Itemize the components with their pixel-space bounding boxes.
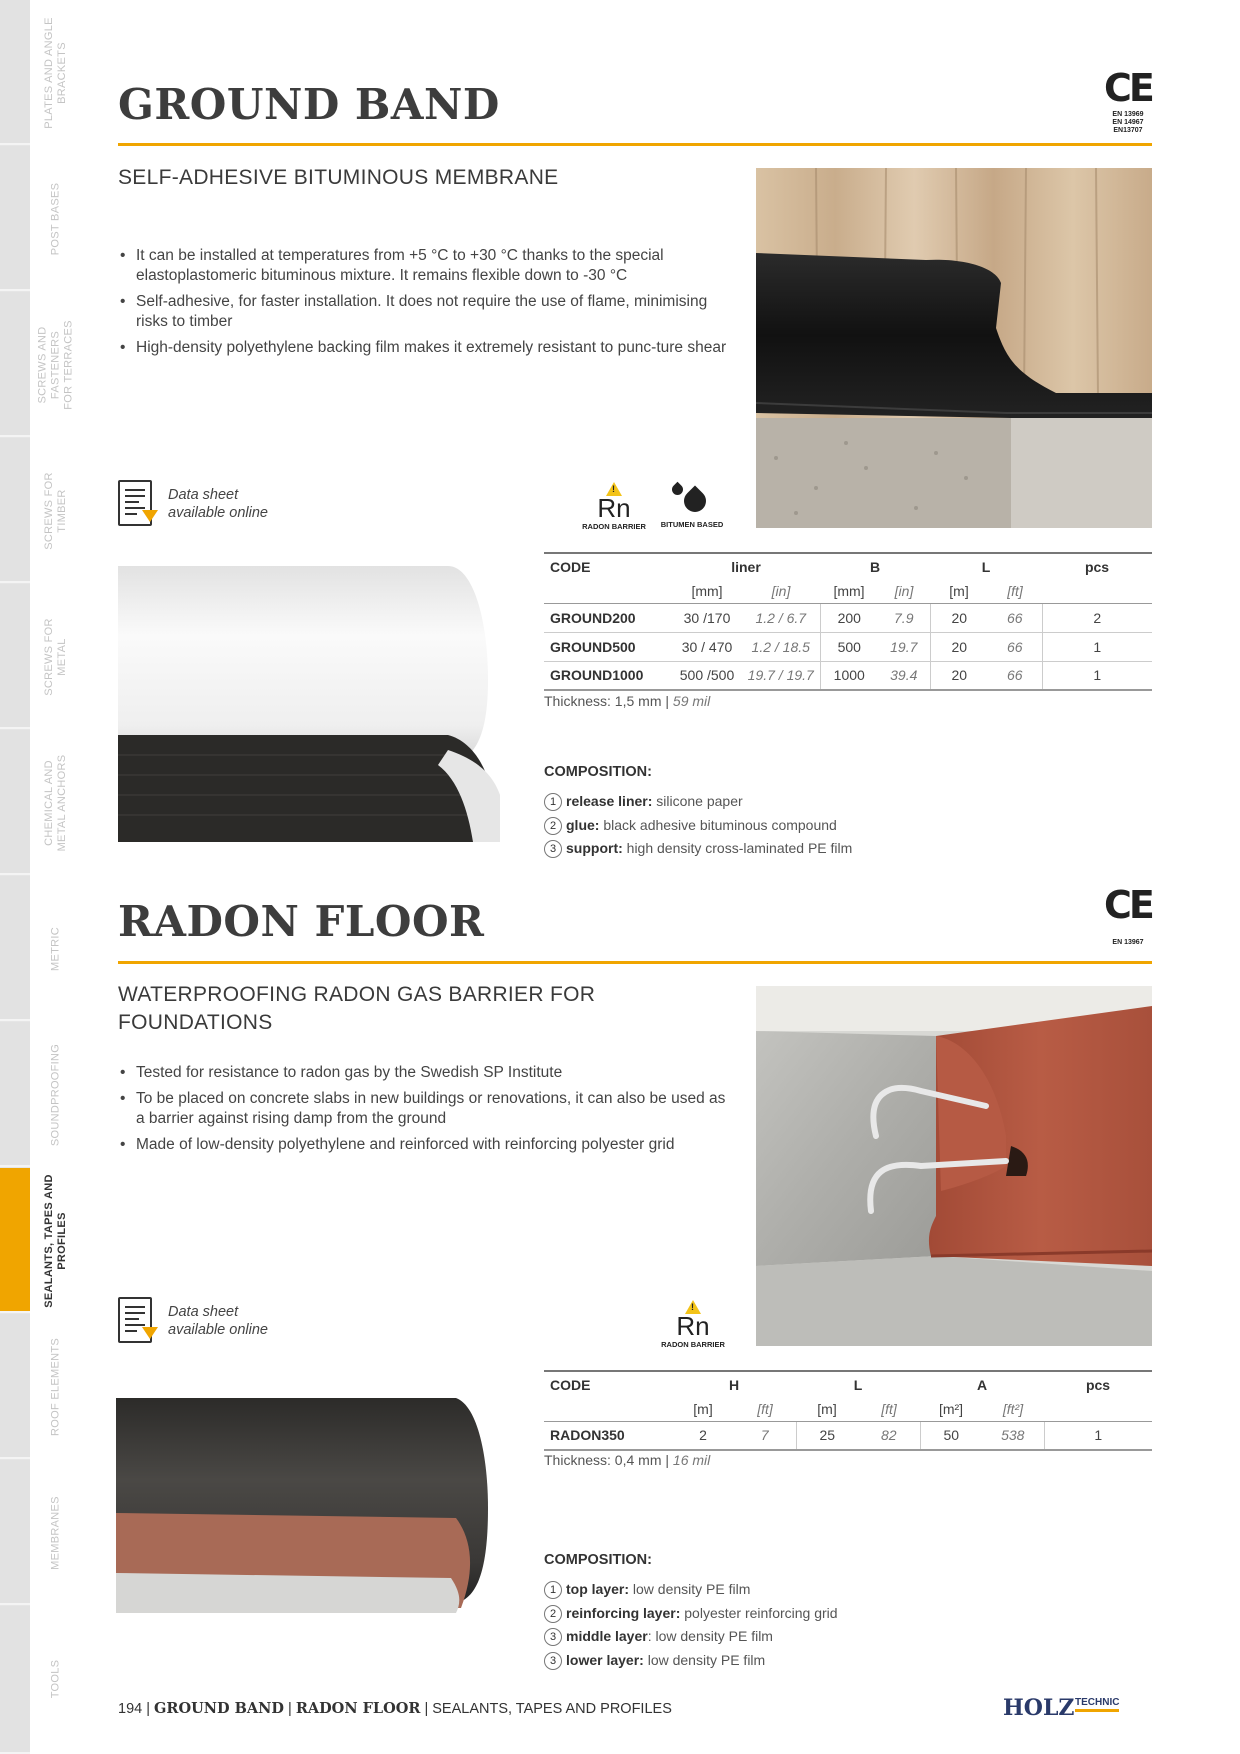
unit-header: [ft] xyxy=(734,1397,796,1421)
product-subtitle: WATERPROOFING RADON GAS BARRIER FOR FOUNDATIONS xyxy=(118,983,596,1034)
unit-header: [m] xyxy=(672,1397,734,1421)
page-footer: 194 | GROUND BAND | RADON FLOOR | SEALANTS, TAPES AND PROFILES xyxy=(118,1700,672,1717)
tab-marker xyxy=(0,730,30,875)
composition-title: COMPOSITION: xyxy=(544,1552,652,1568)
ce-norms: EN 13967 xyxy=(1112,939,1144,946)
unit-header: [in] xyxy=(878,579,930,603)
column-header: L xyxy=(930,553,1042,579)
tab-post-bases[interactable]: POST BASES xyxy=(49,182,62,255)
thickness-note: Thickness: 1,5 mm | 59 mil xyxy=(544,693,711,709)
download-arrow-icon xyxy=(142,510,158,522)
list-item: 1 release liner: silicone paper xyxy=(544,790,852,814)
ce-norms: EN 13969 EN 14967 EN13707 xyxy=(1112,111,1144,134)
tab-marker xyxy=(0,292,30,437)
datasheet-link[interactable]: Data sheet available online xyxy=(118,480,298,530)
product-title: RADON FLOOR xyxy=(118,897,485,946)
feature-list xyxy=(118,246,738,364)
table-row: GROUND1000 500 /500 19.7 / 19.7 1000 39.4 20 66 1 xyxy=(544,661,1152,690)
list-item: 2 glue: black adhesive bituminous compound xyxy=(544,814,852,838)
list-item: • Self-adhesive, for faster installation. It does not require the use of flame, minimising risks to timber xyxy=(118,292,738,332)
tab-tools[interactable]: TOOLS xyxy=(49,1659,62,1698)
column-header: pcs xyxy=(1044,1371,1152,1397)
list-item: 3 support: high density cross-laminated PE film xyxy=(544,837,852,861)
radon-floor-spec-table xyxy=(544,1370,1152,1451)
list-item: • Tested for resistance to radon gas by the Swedish SP Institute xyxy=(118,1063,738,1083)
ground-band-installation-photo xyxy=(756,168,1152,528)
tab-marker xyxy=(0,1606,30,1754)
tab-screws-for-terraces[interactable]: SCREWS AND FASTENERS FOR TERRACES xyxy=(36,319,75,410)
column-header: B xyxy=(820,553,930,579)
tab-sealants-tapes-profiles[interactable]: SEALANTS, TAPES AND PROFILES xyxy=(43,1173,68,1308)
list-item: 3 middle layer: low density PE film xyxy=(544,1625,838,1649)
tab-marker xyxy=(0,1314,30,1459)
list-item: 1 top layer: low density PE film xyxy=(544,1578,838,1602)
holz-technic-logo: HOLZ TECHNIC xyxy=(1003,1695,1120,1721)
title-rule xyxy=(118,143,1152,146)
unit-header: [m] xyxy=(930,579,988,603)
unit-header: [m²] xyxy=(920,1397,982,1421)
bitumen-drops-icon: BITUMEN BASED xyxy=(652,482,732,529)
tab-metric[interactable]: METRIC xyxy=(49,926,62,971)
tab-plates-and-angle-brackets[interactable]: PLATES AND ANGLE BRACKETS xyxy=(43,16,68,129)
tab-marker xyxy=(0,584,30,729)
column-header: pcs xyxy=(1042,553,1152,579)
unit-header: [mm] xyxy=(672,579,742,603)
tab-roof-elements[interactable]: ROOF ELEMENTS xyxy=(49,1337,62,1436)
radon-floor-roll-photo xyxy=(116,1398,488,1616)
tab-marker xyxy=(0,1460,30,1605)
ce-mark: CE xyxy=(1104,66,1152,110)
column-header: L xyxy=(796,1371,920,1397)
tab-marker xyxy=(0,876,30,1021)
download-arrow-icon xyxy=(142,1327,158,1339)
column-header: A xyxy=(920,1371,1044,1397)
table-row: GROUND500 30 / 470 1.2 / 18.5 500 19.7 20 66 1 xyxy=(544,632,1152,661)
page-number: 194 xyxy=(118,1701,143,1717)
list-item: • To be placed on concrete slabs in new buildings or renovations, it can also be used as a barrier against rising damp from the ground xyxy=(118,1089,738,1129)
unit-header: [m] xyxy=(796,1397,858,1421)
tab-chemical-and-metal-anchors[interactable]: CHEMICAL AND METAL ANCHORS xyxy=(43,754,68,851)
column-header: CODE xyxy=(544,1371,672,1397)
unit-header: [mm] xyxy=(820,579,878,603)
tab-soundproofing[interactable]: SOUNDPROOFING xyxy=(49,1043,62,1146)
table-row: RADON350 2 7 25 82 50 538 1 xyxy=(544,1421,1152,1450)
tab-screws-for-metal[interactable]: SCREWS FOR METAL xyxy=(43,617,68,696)
column-header: H xyxy=(672,1371,796,1397)
composition-title: COMPOSITION: xyxy=(544,764,652,780)
table-row: GROUND200 30 /170 1.2 / 6.7 200 7.9 20 66 2 xyxy=(544,603,1152,632)
unit-header: [ft²] xyxy=(982,1397,1044,1421)
datasheet-link[interactable]: Data sheet available online xyxy=(118,1297,298,1347)
list-item: 3 lower layer: low density PE film xyxy=(544,1649,838,1673)
tab-marker xyxy=(0,438,30,583)
unit-header: [ft] xyxy=(858,1397,920,1421)
footer-section: SEALANTS, TAPES AND PROFILES xyxy=(432,1701,672,1717)
tab-marker xyxy=(0,146,30,291)
radon-floor-installation-photo xyxy=(756,986,1152,1346)
tab-marker-active xyxy=(0,1168,30,1313)
footer-product: GROUND BAND xyxy=(154,1700,284,1717)
column-header: liner xyxy=(672,553,820,579)
section-tab-strip xyxy=(0,0,30,1754)
tab-membranes[interactable]: MEMBRANES xyxy=(49,1495,62,1570)
ground-band-spec-table xyxy=(544,552,1152,691)
column-header: CODE xyxy=(544,553,672,579)
unit-header: [in] xyxy=(742,579,820,603)
title-rule xyxy=(118,961,1152,964)
composition-list xyxy=(544,1578,838,1672)
list-item: • It can be installed at temperatures from +5 °C to +30 °C thanks to the special elastoplastomeric bituminous mixture. It remains flexible down to -30 °C xyxy=(118,246,738,286)
footer-product: RADON FLOOR xyxy=(295,1700,421,1717)
unit-header: [ft] xyxy=(988,579,1042,603)
ground-band-roll-photo xyxy=(118,560,500,842)
list-item: • High-density polyethylene backing film makes it extremely resistant to punc-ture shear xyxy=(118,338,738,358)
product-subtitle: SELF-ADHESIVE BITUMINOUS MEMBRANE xyxy=(118,166,559,189)
tab-marker xyxy=(0,1022,30,1167)
feature-list xyxy=(118,1063,738,1161)
product-title: GROUND BAND xyxy=(118,80,500,129)
radon-warning-icon: ! Rn RADON BARRIER xyxy=(574,482,654,531)
composition-list xyxy=(544,790,852,861)
list-item: 2 reinforcing layer: polyester reinforcing grid xyxy=(544,1602,838,1626)
radon-warning-icon: ! Rn RADON BARRIER xyxy=(653,1300,733,1349)
thickness-note: Thickness: 0,4 mm | 16 mil xyxy=(544,1452,711,1468)
tab-marker xyxy=(0,0,30,145)
tab-screws-for-timber[interactable]: SCREWS FOR TIMBER xyxy=(43,471,68,550)
ce-mark: CE xyxy=(1104,883,1152,927)
list-item: • Made of low-density polyethylene and reinforced with reinforcing polyester grid xyxy=(118,1135,738,1155)
